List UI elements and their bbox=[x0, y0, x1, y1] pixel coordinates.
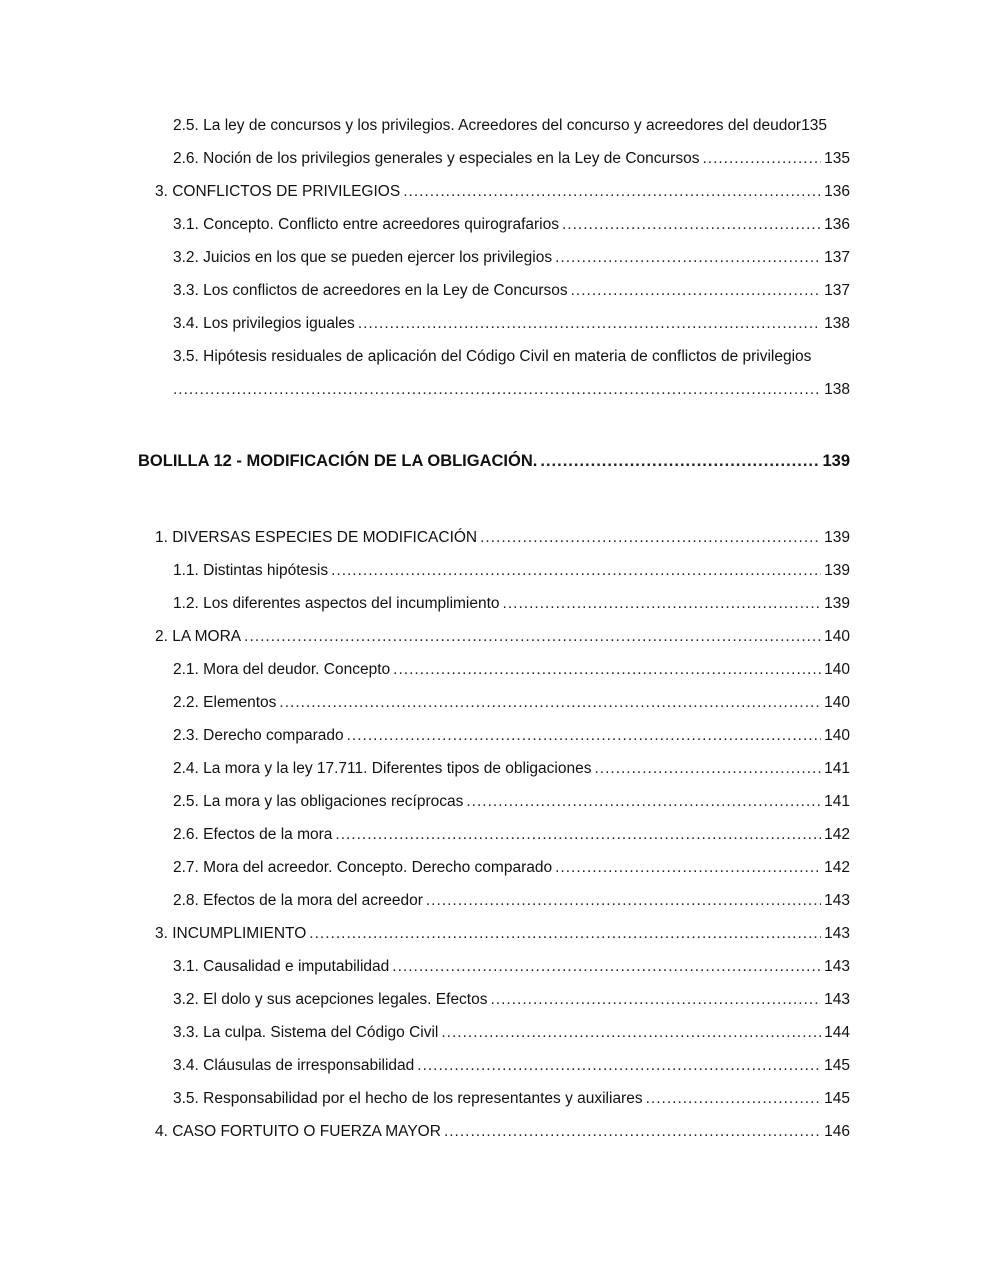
toc-entry[interactable] bbox=[173, 660, 850, 680]
toc-entry-title: 2.6. Efectos de la mora bbox=[173, 826, 333, 843]
toc-entry-title: 3.2. Juicios en los que se pueden ejercer los privilegios bbox=[173, 249, 553, 266]
toc-entry-title: 3.5. Hipótesis residuales de aplicación del Código Civil en materia de conflictos de privilegios bbox=[173, 348, 812, 365]
dot-leader bbox=[562, 215, 821, 235]
dot-leader bbox=[347, 726, 822, 746]
toc-entry-title: 2.3. Derecho comparado bbox=[173, 727, 344, 744]
toc-entry-title: 3. INCUMPLIMIENTO bbox=[155, 925, 307, 942]
toc-entry[interactable] bbox=[173, 957, 850, 977]
toc-entry[interactable] bbox=[173, 990, 850, 1010]
toc-entry-page: 136 bbox=[824, 216, 850, 233]
chapter-heading-page: 139 bbox=[822, 452, 850, 470]
dot-leader bbox=[173, 380, 821, 400]
toc-entry-page: 137 bbox=[824, 282, 850, 299]
toc-entry-page: 143 bbox=[824, 925, 850, 942]
dot-leader bbox=[279, 693, 821, 713]
toc-entry-title: 2.7. Mora del acreedor. Concepto. Derecho comparado bbox=[173, 859, 553, 876]
toc-entry-title: 2.5. La mora y las obligaciones recíprocas bbox=[173, 793, 464, 810]
toc-entry-page: 141 bbox=[824, 760, 850, 777]
toc-entry-title: 3.2. El dolo y sus acepciones legales. Efectos bbox=[173, 991, 488, 1008]
toc-entry-title: 1.2. Los diferentes aspectos del incumplimiento bbox=[173, 595, 500, 612]
toc-entry-page: 142 bbox=[824, 859, 850, 876]
toc-entry-title: 3.1. Concepto. Conflicto entre acreedores quirografarios bbox=[173, 216, 559, 233]
chapter-heading[interactable] bbox=[138, 450, 850, 472]
toc-entry[interactable] bbox=[173, 1023, 850, 1043]
toc-entry-title: 2.6. Noción de los privilegios generales y especiales en la Ley de Concursos bbox=[173, 150, 700, 167]
toc-entry-page: 145 bbox=[824, 1090, 850, 1107]
dot-leader bbox=[331, 561, 821, 581]
toc-entry-title: 3.1. Causalidad e imputabilidad bbox=[173, 958, 390, 975]
toc-entry-title: 3.5. Responsabilidad por el hecho de los representantes y auxiliares bbox=[173, 1090, 643, 1107]
toc-entry[interactable] bbox=[173, 825, 850, 845]
dot-leader bbox=[393, 660, 821, 680]
dot-leader bbox=[480, 528, 821, 548]
toc-entry-page: 140 bbox=[824, 628, 850, 645]
toc-entry[interactable] bbox=[173, 1056, 850, 1076]
toc-entry-page: 135 bbox=[801, 117, 827, 134]
toc-entry-title: 3.4. Los privilegios iguales bbox=[173, 315, 355, 332]
toc-entry-title: 1. DIVERSAS ESPECIES DE MODIFICACIÓN bbox=[155, 529, 478, 546]
dot-leader bbox=[540, 450, 819, 472]
toc-entry-page: 143 bbox=[824, 892, 850, 909]
dot-leader bbox=[555, 248, 821, 268]
dot-leader bbox=[441, 1023, 821, 1043]
toc-entry-title: 2. LA MORA bbox=[155, 628, 242, 645]
toc-entry-title: 3.4. Cláusulas de irresponsabilidad bbox=[173, 1057, 415, 1074]
toc-entry[interactable] bbox=[173, 248, 850, 268]
toc-entry-wrapped[interactable] bbox=[173, 347, 850, 400]
toc-entry-page: 142 bbox=[824, 826, 850, 843]
toc-entry-page: 139 bbox=[824, 562, 850, 579]
toc-entry-title: 3. CONFLICTOS DE PRIVILEGIOS bbox=[155, 183, 401, 200]
dot-leader bbox=[594, 759, 821, 779]
toc-entry-page: 144 bbox=[824, 1024, 850, 1041]
toc-entry[interactable] bbox=[173, 594, 850, 614]
toc-entry-title: 2.8. Efectos de la mora del acreedor bbox=[173, 892, 423, 909]
toc-entry-page: 146 bbox=[824, 1123, 850, 1140]
dot-leader bbox=[646, 1089, 822, 1109]
toc-entry[interactable] bbox=[173, 149, 850, 169]
toc-entry-title: 4. CASO FORTUITO O FUERZA MAYOR bbox=[155, 1123, 441, 1140]
toc-entry-page: 139 bbox=[824, 529, 850, 546]
toc-entry-page: 140 bbox=[824, 727, 850, 744]
toc-entry[interactable] bbox=[155, 627, 850, 647]
dot-leader bbox=[491, 990, 822, 1010]
toc-entry[interactable] bbox=[155, 1122, 850, 1142]
toc-entry-page: 136 bbox=[824, 183, 850, 200]
toc-entry[interactable] bbox=[173, 726, 850, 746]
toc-entry[interactable] bbox=[173, 759, 850, 779]
toc-entry[interactable] bbox=[173, 215, 850, 235]
toc-entry[interactable] bbox=[173, 116, 850, 136]
toc-entry[interactable] bbox=[155, 182, 850, 202]
dot-leader bbox=[358, 314, 821, 334]
dot-leader bbox=[403, 182, 821, 202]
toc-entry-title: 3.3. Los conflictos de acreedores en la Ley de Concursos bbox=[173, 282, 568, 299]
toc-entry-title: 2.4. La mora y la ley 17.711. Diferentes tipos de obligaciones bbox=[173, 760, 592, 777]
chapter-heading-title: BOLILLA 12 - MODIFICACIÓN DE LA OBLIGACIÓN. bbox=[138, 452, 538, 470]
toc-entry[interactable] bbox=[173, 281, 850, 301]
toc-entry[interactable] bbox=[173, 693, 850, 713]
toc-entry[interactable] bbox=[173, 1089, 850, 1109]
dot-leader bbox=[571, 281, 822, 301]
dot-leader bbox=[426, 891, 821, 911]
dot-leader bbox=[466, 792, 821, 812]
dot-leader bbox=[417, 1056, 821, 1076]
toc-entry-title: 2.2. Elementos bbox=[173, 694, 277, 711]
toc-entry[interactable] bbox=[155, 528, 850, 548]
toc-entry-page: 145 bbox=[824, 1057, 850, 1074]
toc-entry-page: 137 bbox=[824, 249, 850, 266]
toc-entry-page: 139 bbox=[824, 595, 850, 612]
toc-entry[interactable] bbox=[173, 314, 850, 334]
toc-entry-title: 1.1. Distintas hipótesis bbox=[173, 562, 329, 579]
toc-entry-page: 143 bbox=[824, 991, 850, 1008]
dot-leader bbox=[555, 858, 821, 878]
toc-entry-page: 140 bbox=[824, 661, 850, 678]
dot-leader bbox=[392, 957, 821, 977]
toc-entry-page: 135 bbox=[824, 150, 850, 167]
toc-entry-title: 3.3. La culpa. Sistema del Código Civil bbox=[173, 1024, 439, 1041]
dot-leader bbox=[335, 825, 821, 845]
dot-leader bbox=[244, 627, 821, 647]
toc-entry-page: 138 bbox=[824, 381, 850, 398]
dot-leader bbox=[309, 924, 821, 944]
toc-entry-page: 138 bbox=[824, 315, 850, 332]
toc-entry-title: 2.5. La ley de concursos y los privilegios. Acreedores del concurso y acreedores del deudor bbox=[173, 117, 802, 134]
toc-entry[interactable] bbox=[173, 858, 850, 878]
toc-entry-page: 141 bbox=[824, 793, 850, 810]
dot-leader bbox=[702, 149, 821, 169]
toc-entry-page: 143 bbox=[824, 958, 850, 975]
toc-entry[interactable] bbox=[173, 561, 850, 581]
dot-leader bbox=[503, 594, 822, 614]
toc-entry[interactable] bbox=[173, 891, 850, 911]
toc-entry-page: 140 bbox=[824, 694, 850, 711]
toc-entry[interactable] bbox=[173, 792, 850, 812]
dot-leader bbox=[444, 1122, 821, 1142]
toc-entry-title: 2.1. Mora del deudor. Concepto bbox=[173, 661, 391, 678]
toc-entry[interactable] bbox=[155, 924, 850, 944]
